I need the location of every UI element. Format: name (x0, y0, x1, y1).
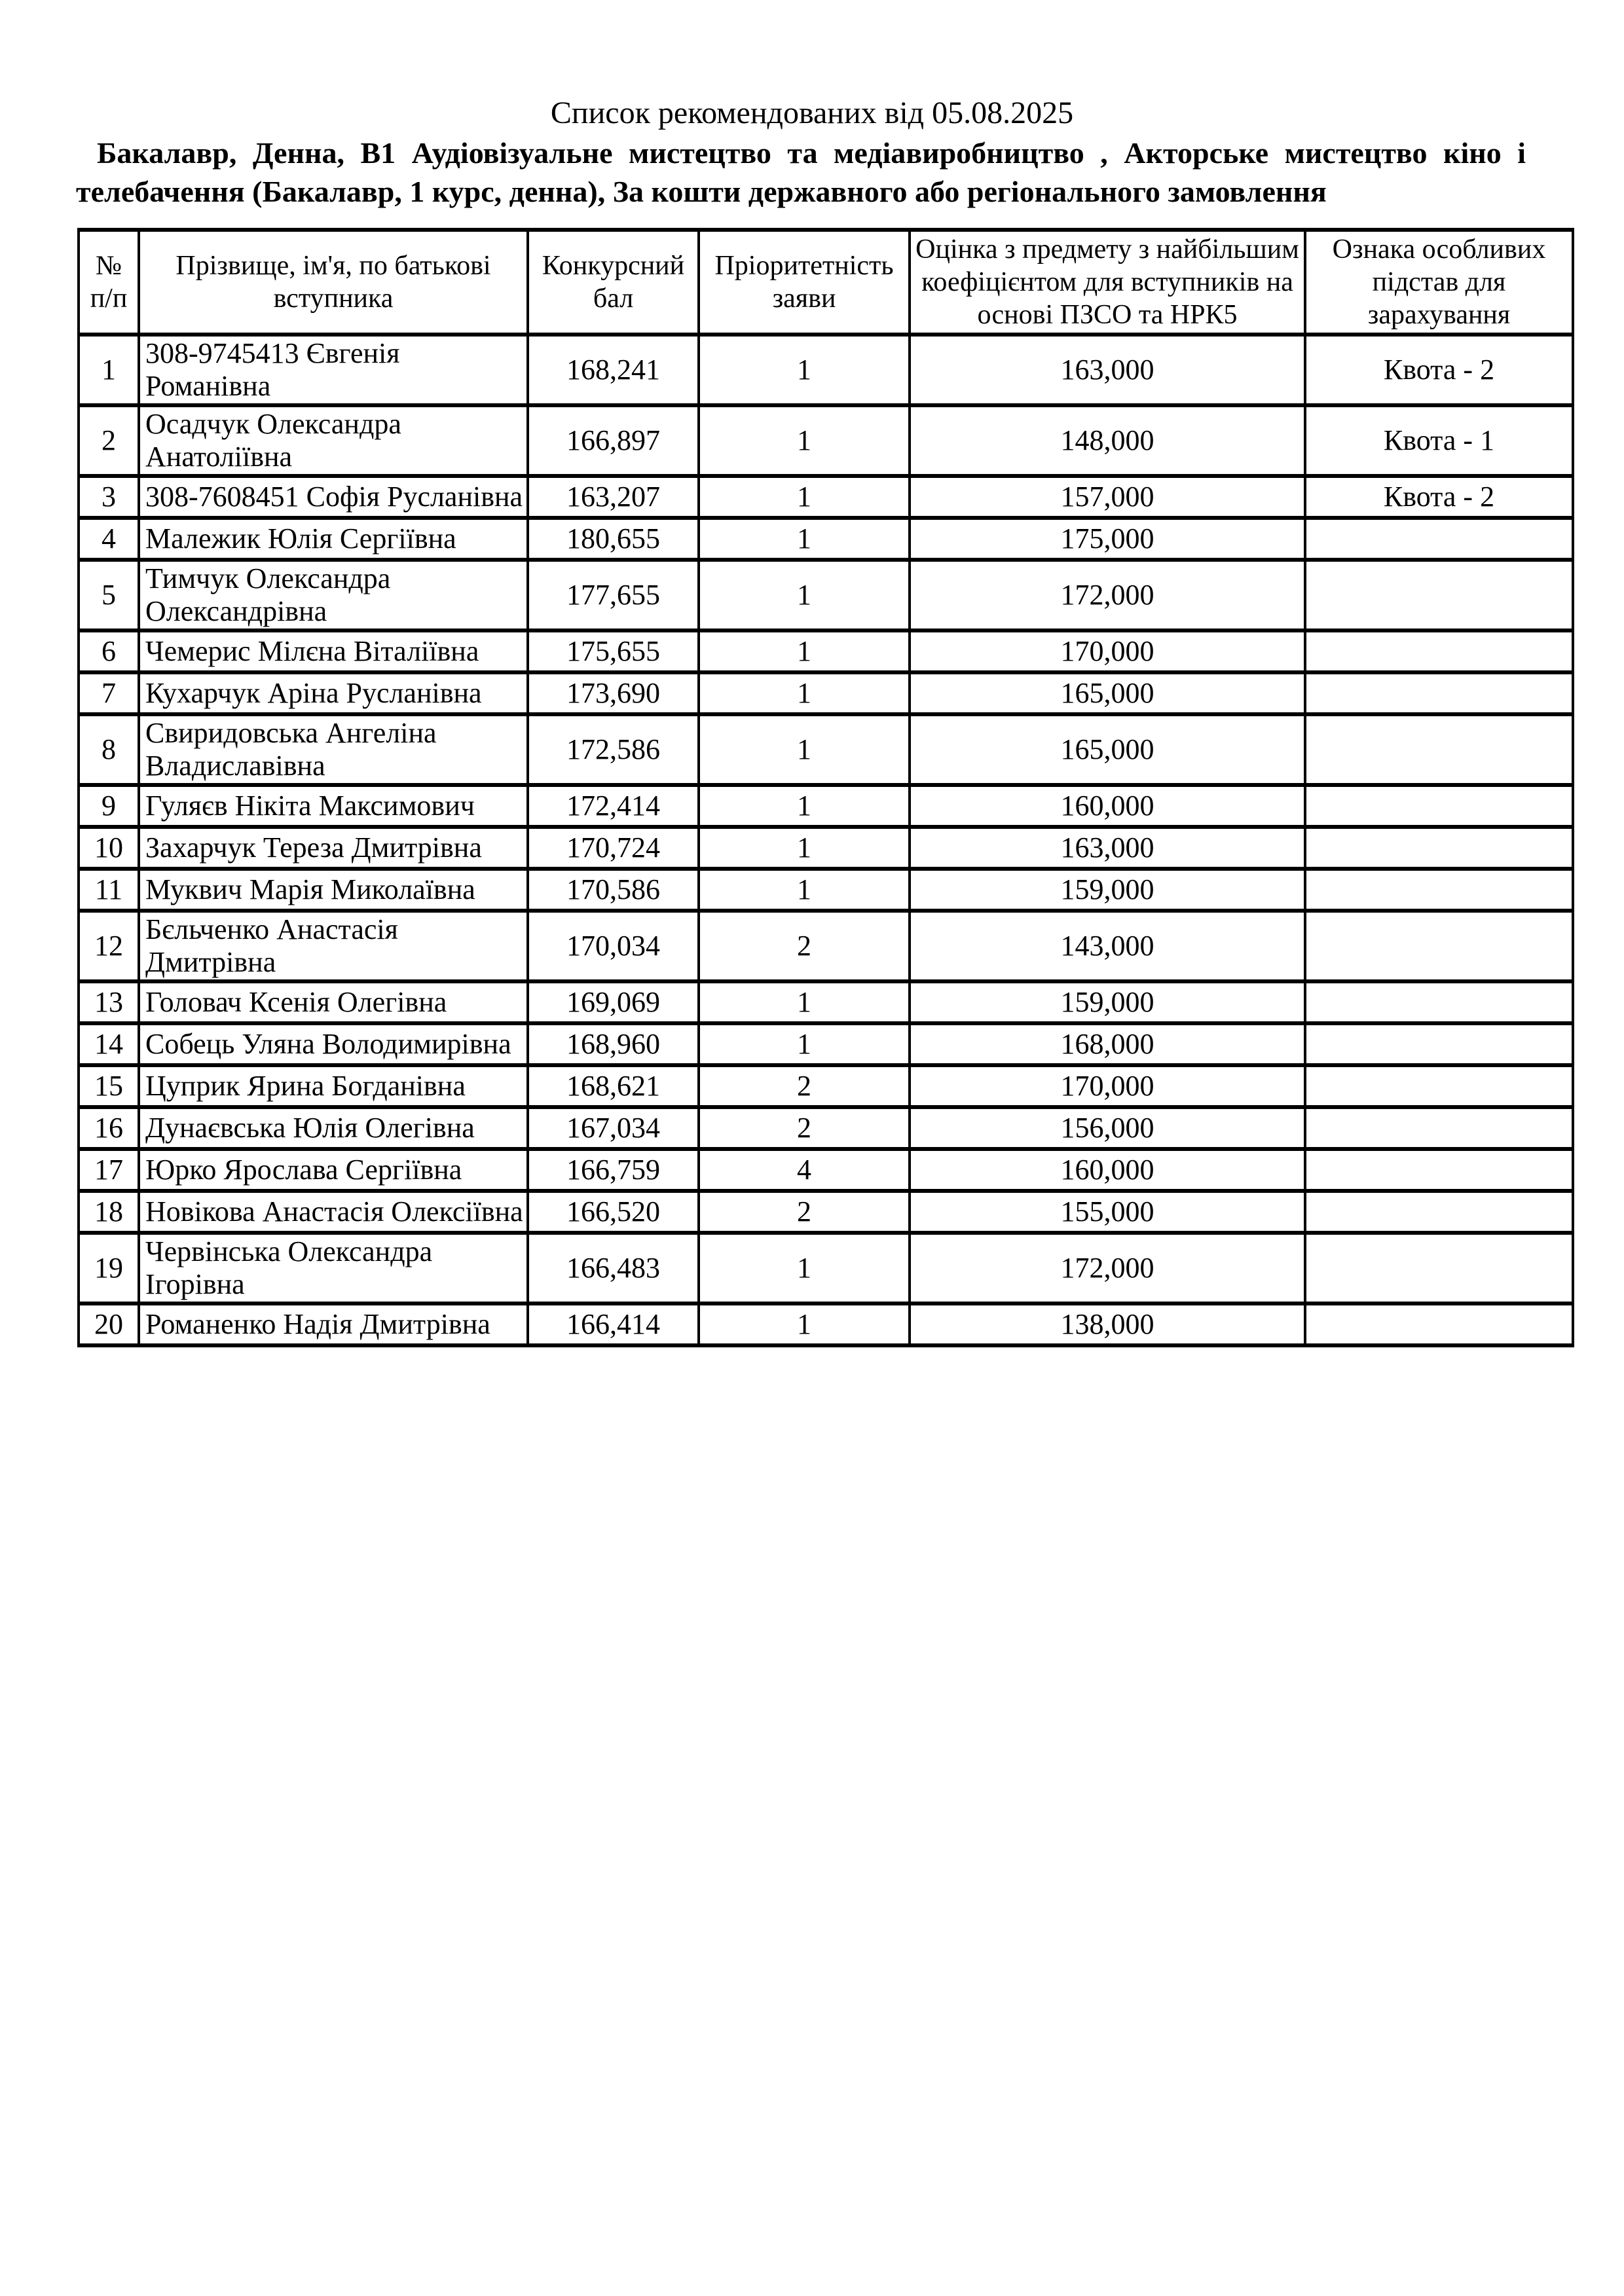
special-conditions-cell: Квота - 2 (1305, 335, 1573, 405)
row-number-cell: 14 (79, 1023, 139, 1065)
applicant-name-cell: Червінська Олександра Ігорівна (139, 1233, 528, 1303)
table-row (79, 714, 1573, 785)
subject-score-cell: 170,000 (910, 630, 1305, 672)
col-header-row-number: № п/п (79, 230, 139, 335)
subject-score-cell: 159,000 (910, 981, 1305, 1023)
special-conditions-cell (1305, 1233, 1573, 1303)
applicant-name-cell: Романенко Надія Дмитрівна (139, 1303, 528, 1345)
applicant-name-cell: Муквич Марія Миколаївна (139, 869, 528, 911)
special-conditions-cell (1305, 911, 1573, 981)
special-conditions-cell (1305, 1065, 1573, 1107)
priority-cell: 1 (699, 518, 910, 560)
table-row (79, 405, 1573, 476)
row-number-cell: 15 (79, 1065, 139, 1107)
table-row (79, 672, 1573, 714)
subject-score-cell: 172,000 (910, 1233, 1305, 1303)
row-number-cell: 9 (79, 785, 139, 827)
table-row (79, 1107, 1573, 1149)
priority-cell: 1 (699, 827, 910, 869)
row-number-cell: 5 (79, 560, 139, 630)
priority-cell: 1 (699, 1023, 910, 1065)
subject-score-cell: 143,000 (910, 911, 1305, 981)
applicant-name-cell: Собець Уляна Володимирівна (139, 1023, 528, 1065)
table-row (79, 911, 1573, 981)
special-conditions-cell (1305, 869, 1573, 911)
table-row (79, 827, 1573, 869)
col-header-priority: Пріоритетність заяви (699, 230, 910, 335)
subject-score-cell: 165,000 (910, 714, 1305, 785)
competitive-score-cell: 163,207 (528, 476, 699, 518)
special-conditions-cell (1305, 1107, 1573, 1149)
table-row (79, 981, 1573, 1023)
priority-cell: 1 (699, 785, 910, 827)
competitive-score-cell: 172,414 (528, 785, 699, 827)
competitive-score-cell: 168,621 (528, 1065, 699, 1107)
subject-score-cell: 160,000 (910, 785, 1305, 827)
col-header-competitive-score: Конкурсний бал (528, 230, 699, 335)
priority-cell: 1 (699, 560, 910, 630)
subject-score-cell: 159,000 (910, 869, 1305, 911)
priority-cell: 1 (699, 335, 910, 405)
applicant-name-cell: Головач Ксенія Олегівна (139, 981, 528, 1023)
applicant-name-cell: Осадчук Олександра Анатоліївна (139, 405, 528, 476)
applicant-name-cell: Захарчук Тереза Дмитрівна (139, 827, 528, 869)
special-conditions-cell (1305, 827, 1573, 869)
col-header-applicant-name: Прізвище, ім'я, по батькові вступника (139, 230, 528, 335)
subject-score-cell: 165,000 (910, 672, 1305, 714)
special-conditions-cell (1305, 518, 1573, 560)
table-body (79, 335, 1573, 1345)
competitive-score-cell: 168,960 (528, 1023, 699, 1065)
subject-score-cell: 155,000 (910, 1191, 1305, 1233)
table-row (79, 1191, 1573, 1233)
subject-score-cell: 156,000 (910, 1107, 1305, 1149)
special-conditions-cell (1305, 1191, 1573, 1233)
special-conditions-cell (1305, 560, 1573, 630)
table-row (79, 1023, 1573, 1065)
priority-cell: 2 (699, 1191, 910, 1233)
subject-score-cell: 163,000 (910, 335, 1305, 405)
priority-cell: 1 (699, 869, 910, 911)
applicant-name-cell: Юрко Ярослава Сергіївна (139, 1149, 528, 1191)
applicant-name-cell: Кухарчук Аріна Русланівна (139, 672, 528, 714)
row-number-cell: 17 (79, 1149, 139, 1191)
applicant-name-cell: 308-7608451 Софія Русланівна (139, 476, 528, 518)
special-conditions-cell: Квота - 1 (1305, 405, 1573, 476)
competitive-score-cell: 170,724 (528, 827, 699, 869)
priority-cell: 4 (699, 1149, 910, 1191)
row-number-cell: 1 (79, 335, 139, 405)
row-number-cell: 10 (79, 827, 139, 869)
row-number-cell: 2 (79, 405, 139, 476)
priority-cell: 1 (699, 476, 910, 518)
row-number-cell: 6 (79, 630, 139, 672)
table-header-row (79, 230, 1573, 335)
special-conditions-cell (1305, 785, 1573, 827)
table-row (79, 518, 1573, 560)
row-number-cell: 18 (79, 1191, 139, 1233)
priority-cell: 2 (699, 911, 910, 981)
col-header-subject-score: Оцінка з предмету з найбільшим коефіцієнтом для вступників на основі ПЗСО та НРК5 (910, 230, 1305, 335)
competitive-score-cell: 166,897 (528, 405, 699, 476)
subject-score-cell: 168,000 (910, 1023, 1305, 1065)
row-number-cell: 20 (79, 1303, 139, 1345)
subject-score-cell: 163,000 (910, 827, 1305, 869)
competitive-score-cell: 166,483 (528, 1233, 699, 1303)
priority-cell: 1 (699, 981, 910, 1023)
table-row (79, 630, 1573, 672)
competitive-score-cell: 166,759 (528, 1149, 699, 1191)
table-row (79, 335, 1573, 405)
table-row (79, 1233, 1573, 1303)
row-number-cell: 7 (79, 672, 139, 714)
priority-cell: 1 (699, 1233, 910, 1303)
row-number-cell: 12 (79, 911, 139, 981)
table-row (79, 1065, 1573, 1107)
competitive-score-cell: 166,414 (528, 1303, 699, 1345)
row-number-cell: 11 (79, 869, 139, 911)
special-conditions-cell (1305, 1149, 1573, 1191)
applicant-name-cell: Чемерис Мілєна Віталіївна (139, 630, 528, 672)
special-conditions-cell (1305, 672, 1573, 714)
subject-score-cell: 175,000 (910, 518, 1305, 560)
competitive-score-cell: 169,069 (528, 981, 699, 1023)
priority-cell: 1 (699, 405, 910, 476)
competitive-score-cell: 167,034 (528, 1107, 699, 1149)
special-conditions-cell (1305, 1023, 1573, 1065)
subject-score-cell: 160,000 (910, 1149, 1305, 1191)
applicant-name-cell: Тимчук Олександра Олександрівна (139, 560, 528, 630)
table-row (79, 785, 1573, 827)
row-number-cell: 13 (79, 981, 139, 1023)
subject-score-cell: 148,000 (910, 405, 1305, 476)
row-number-cell: 4 (79, 518, 139, 560)
subject-score-cell: 138,000 (910, 1303, 1305, 1345)
applicant-name-cell: Малежик Юлія Сергіївна (139, 518, 528, 560)
applicant-name-cell: Бєльченко Анастасія Дмитрівна (139, 911, 528, 981)
priority-cell: 2 (699, 1107, 910, 1149)
competitive-score-cell: 172,586 (528, 714, 699, 785)
applicant-name-cell: Гуляєв Нікіта Максимович (139, 785, 528, 827)
row-number-cell: 16 (79, 1107, 139, 1149)
priority-cell: 2 (699, 1065, 910, 1107)
applicant-name-cell: Дунаєвська Юлія Олегівна (139, 1107, 528, 1149)
competitive-score-cell: 173,690 (528, 672, 699, 714)
special-conditions-cell (1305, 714, 1573, 785)
recommended-applicants-table (77, 228, 1574, 1347)
special-conditions-cell: Квота - 2 (1305, 476, 1573, 518)
applicant-name-cell: 308-9745413 Євгенія Романівна (139, 335, 528, 405)
competitive-score-cell: 170,586 (528, 869, 699, 911)
priority-cell: 1 (699, 714, 910, 785)
row-number-cell: 19 (79, 1233, 139, 1303)
applicant-name-cell: Цуприк Ярина Богданівна (139, 1065, 528, 1107)
table-row (79, 1303, 1573, 1345)
col-header-special-conditions: Ознака особливих підстав для зарахування (1305, 230, 1573, 335)
row-number-cell: 8 (79, 714, 139, 785)
special-conditions-cell (1305, 1303, 1573, 1345)
special-conditions-cell (1305, 981, 1573, 1023)
priority-cell: 1 (699, 672, 910, 714)
competitive-score-cell: 175,655 (528, 630, 699, 672)
table-row (79, 560, 1573, 630)
row-number-cell: 3 (79, 476, 139, 518)
table-row (79, 476, 1573, 518)
competitive-score-cell: 168,241 (528, 335, 699, 405)
priority-cell: 1 (699, 630, 910, 672)
program-subtitle: Бакалавр, Денна, В1 Аудіовізуальне мистецтво та медіавиробництво , Акторське мистецтво кіно і телебачення (Бакалавр, 1 курс, денна), За кошти державного або регіонального замовлення (76, 136, 1526, 208)
competitive-score-cell: 180,655 (528, 518, 699, 560)
competitive-score-cell: 170,034 (528, 911, 699, 981)
subject-score-cell: 172,000 (910, 560, 1305, 630)
page-title: Список рекомендованих від 05.08.2025 (550, 96, 1074, 130)
table-row (79, 869, 1573, 911)
table-row (79, 1149, 1573, 1191)
subject-score-cell: 157,000 (910, 476, 1305, 518)
competitive-score-cell: 166,520 (528, 1191, 699, 1233)
priority-cell: 1 (699, 1303, 910, 1345)
subject-score-cell: 170,000 (910, 1065, 1305, 1107)
competitive-score-cell: 177,655 (528, 560, 699, 630)
applicant-name-cell: Новікова Анастасія Олексіївна (139, 1191, 528, 1233)
special-conditions-cell (1305, 630, 1573, 672)
applicant-name-cell: Свиридовська Ангеліна Владиславівна (139, 714, 528, 785)
